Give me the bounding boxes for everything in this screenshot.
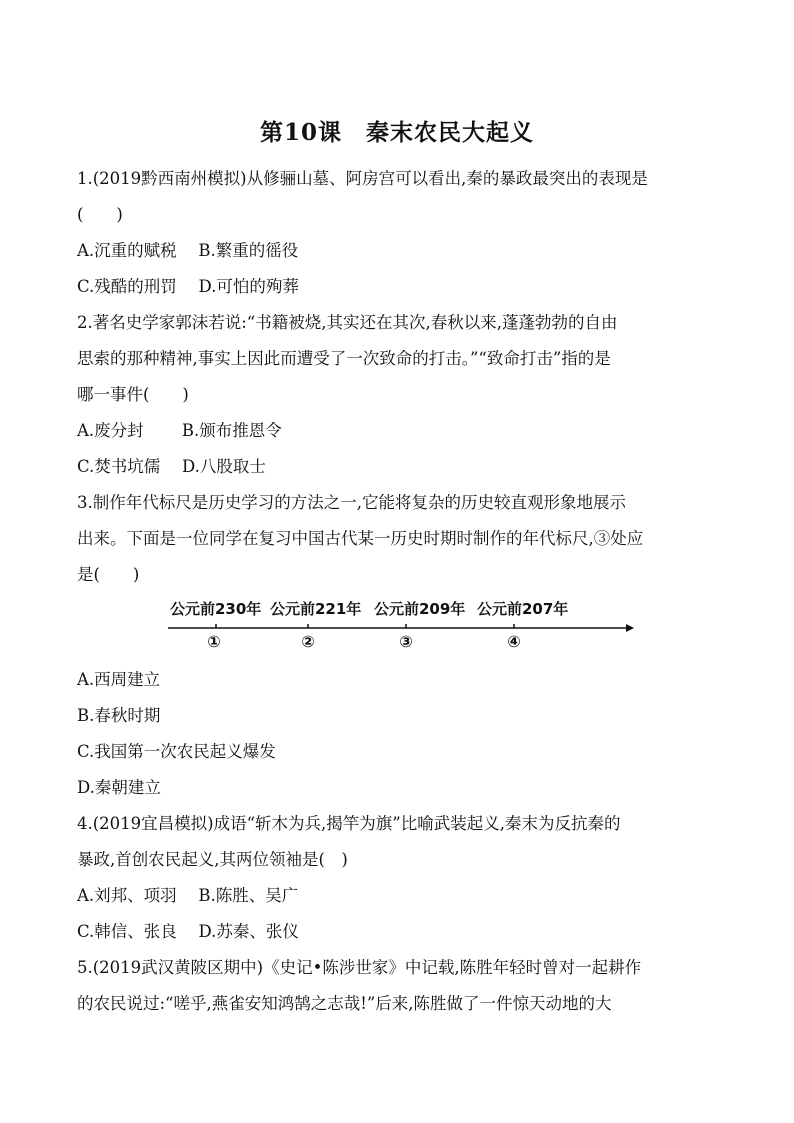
q2-options-ab: A.废分封 B.颁布推恩令 xyxy=(77,421,282,440)
q4-line-1: 4.(2019宜昌模拟)成语“斩木为兵,揭竿为旗”比喻武装起义,秦末为反抗秦的 xyxy=(77,814,621,833)
q1-options-ab: A.沉重的赋税 B.繁重的徭役 xyxy=(77,241,299,260)
q3-option-c: C.我国第一次农民起义爆发 xyxy=(77,742,276,761)
q1-options-cd: C.残酷的刑罚 D.可怕的殉葬 xyxy=(77,277,299,296)
q5-line-2: 的农民说过:“嗟乎,燕雀安知鸿鹄之志哉!”后来,陈胜做了一件惊天动地的大 xyxy=(77,994,612,1013)
timeline-label-221bc: 公元前221年 xyxy=(270,600,362,618)
q5-line-1: 5.(2019武汉黄陂区期中)《史记•陈涉世家》中记载,陈胜年轻时曾对一起耕作 xyxy=(77,958,642,977)
q2-options-cd: C.焚书坑儒 D.八股取士 xyxy=(77,457,266,476)
timeline-marker-1: ① xyxy=(207,632,221,651)
timeline-label-230bc: 公元前230年 xyxy=(170,600,262,618)
q4-options-cd: C.韩信、张良 D.苏秦、张仪 xyxy=(77,922,299,941)
timeline-ruler xyxy=(160,596,640,656)
q3-option-a: A.西周建立 xyxy=(77,670,161,689)
lesson-title: 第10课 秦末农民大起义 xyxy=(259,119,534,146)
q3-line-3: 是( ) xyxy=(77,565,140,584)
timeline-marker-3: ③ xyxy=(399,632,413,651)
q3-option-b: B.春秋时期 xyxy=(77,706,161,725)
timeline-label-207bc: 公元前207年 xyxy=(477,600,569,618)
q1-line-1: 1.(2019黔西南州模拟)从修骊山墓、阿房宫可以看出,秦的暴政最突出的表现是 xyxy=(77,169,648,188)
timeline-label-209bc: 公元前209年 xyxy=(374,600,466,618)
q3-line-1: 3.制作年代标尺是历史学习的方法之一,它能将复杂的历史较直观形象地展示 xyxy=(77,493,626,512)
q2-line-3: 哪一事件( ) xyxy=(77,385,189,404)
q1-line-2: ( ) xyxy=(77,205,123,224)
timeline-marker-4: ④ xyxy=(507,632,521,651)
q3-line-2: 出来。下面是一位同学在复习中国古代某一历史时期时制作的年代标尺,③处应 xyxy=(77,529,644,548)
q2-line-2: 思索的那种精神,事实上因此而遭受了一次致命的打击。”“致命打击”指的是 xyxy=(77,349,611,368)
q4-line-2: 暴政,首创农民起义,其两位领袖是( ) xyxy=(77,850,348,869)
q3-option-d: D.秦朝建立 xyxy=(77,778,161,797)
q2-line-1: 2.著名史学家郭沫若说:“书籍被烧,其实还在其次,春秋以来,蓬蓬勃勃的自由 xyxy=(77,313,618,332)
q4-options-ab: A.刘邦、项羽 B.陈胜、吴广 xyxy=(77,886,299,905)
timeline-marker-2: ② xyxy=(301,632,315,651)
